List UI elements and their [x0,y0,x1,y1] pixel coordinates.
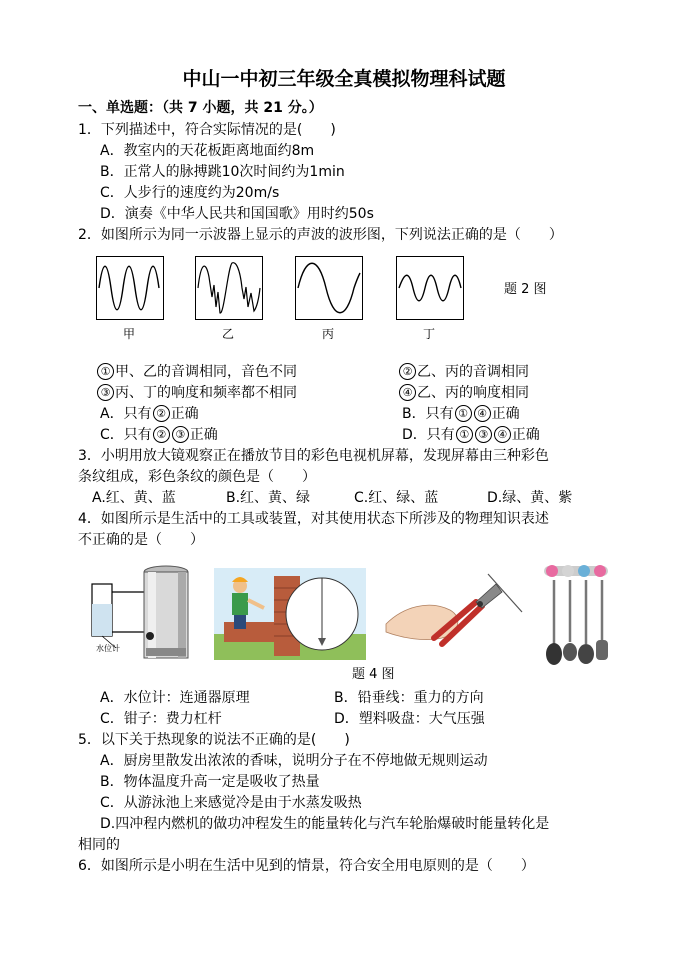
fig4-caption: 题 4 图 [352,667,395,682]
q5-stem: 5．以下关于热现象的说法不正确的是( ) [78,732,350,748]
q2-statement-3: ③ 丙、丁的响度和频率都不相同 [96,383,297,403]
plumb-line-illustration [214,568,366,660]
q6-stem: 6．如图所示是小明在生活中见到的情景，符合安全用电原则的是（ ） [78,858,535,874]
q4-option-d: D．塑料吸盘：大气压强 [334,711,485,727]
q2-statement-1: ① 甲、乙的音调相同，音色不同 [96,362,297,382]
q3-option-d: D.绿、黄、紫 [487,490,573,506]
waveform-bing [295,256,363,320]
suction-cup-hooks-illustration [540,560,612,668]
section-heading: 一、单选题：（共 7 小题，共 21 分。） [78,100,323,116]
waveform-label-bing: 丙 [321,327,334,341]
waveform-yi [195,256,263,320]
q2-statement-2: ② 乙、丙的音调相同 [398,362,529,382]
waveform-ding [396,256,464,320]
q3-option-a: A.红、黄、蓝 [92,490,176,506]
q3-option-c: C.红、绿、蓝 [354,490,439,506]
q5-option-a: A．厨房里散发出浓浓的香味，说明分子在不停地做无规则运动 [100,753,488,769]
q2-stem: 2．如图所示为同一示波器上显示的声波的波形图，下列说法正确的是（ ） [78,227,563,243]
q2-option-d: D．只有 ① ③ ④ 正确 [402,427,540,443]
fig2-caption: 题 2 图 [504,282,547,297]
q4-option-c: C．钳子：费力杠杆 [100,711,222,727]
waveform-jia [96,256,164,320]
q2-option-c: C．只有 ② ③ 正确 [100,427,218,443]
waveform-label-ding: 丁 [422,327,435,341]
water-gauge-label: 水位计 [96,644,120,653]
q1-stem: 1．下列描述中，符合实际情况的是( ) [78,122,336,138]
page-title: 中山一中初三年级全真模拟物理科试题 [182,68,506,90]
q2-option-a: A．只有 ② 正确 [100,406,199,422]
q3-option-b: B.红、黄、绿 [226,490,311,506]
pliers-illustration [384,572,526,652]
q1-option-c: C．人步行的速度约为20m/s [100,185,280,201]
waveform-label-jia: 甲 [122,327,135,341]
q4-option-a: A．水位计：连通器原理 [100,690,250,706]
q5-option-d-line2: 相同的 [78,837,120,853]
q5-option-d-line1: D.四冲程内燃机的做功冲程发生的能量转化与汽车轮胎爆破时能量转化是 [100,816,550,832]
q3-stem-line2: 条纹组成，彩色条纹的颜色是（ ） [78,469,316,485]
q1-option-d: D．演奏《中华人民共和国国歌》用时约50s [100,206,374,222]
q4-option-b: B．铅垂线：重力的方向 [334,690,484,706]
q1-option-b: B．正常人的脉搏跳10次时间约为1min [100,164,345,180]
q5-option-b: B．物体温度升高一定是吸收了热量 [100,774,320,790]
q4-stem-line2: 不正确的是（ ） [78,532,204,548]
waveform-label-yi: 乙 [221,327,234,341]
q3-stem-line1: 3．小明用放大镜观察正在播放节目的彩色电视机屏幕，发现屏幕由三种彩色 [78,448,549,464]
q1-option-a: A．教室内的天花板距离地面约8m [100,143,315,159]
q2-option-b: B．只有 ① ④ 正确 [402,406,520,422]
q5-option-c: C．从游泳池上来感觉冷是由于水蒸发吸热 [100,795,362,811]
q4-stem-line1: 4．如图所示是生活中的工具或装置，对其使用状态下所涉及的物理知识表述 [78,511,549,527]
q2-statement-4: ④ 乙、丙的响度相同 [398,383,529,403]
